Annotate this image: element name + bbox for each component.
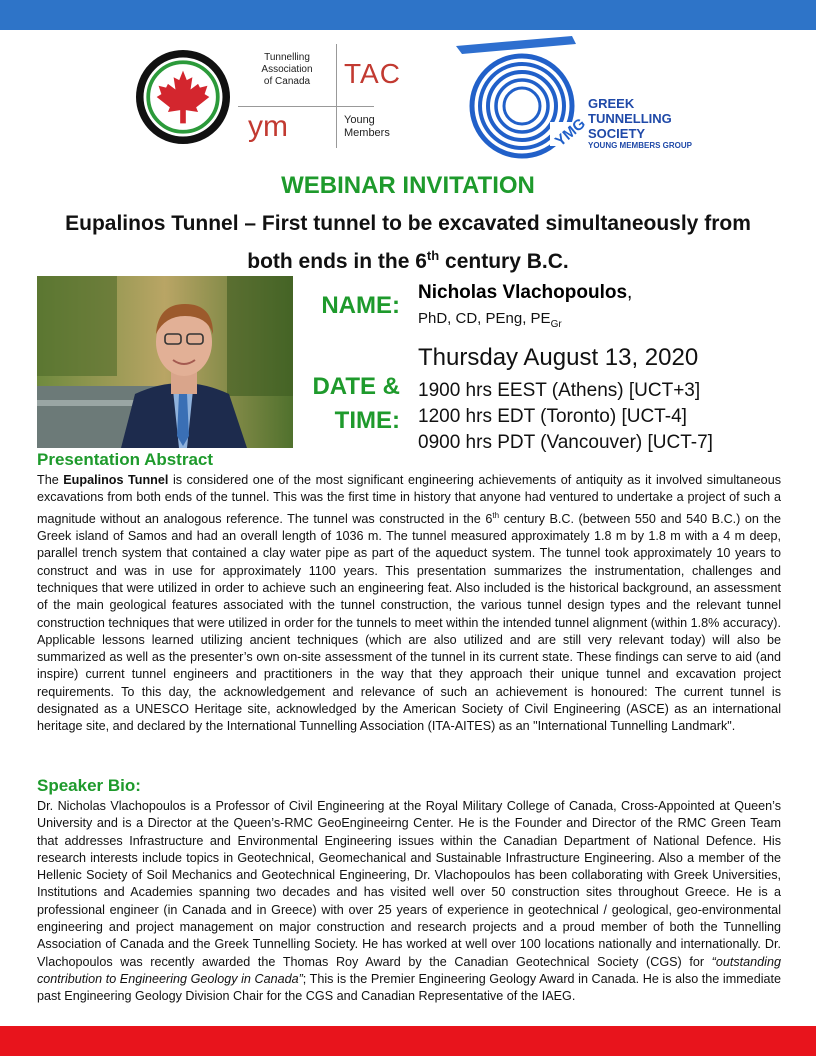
tac-org-line: Association [261, 64, 313, 75]
abstract-body [37, 472, 781, 736]
maple-leaf-roundel-icon [136, 50, 230, 144]
ymg-line: SOCIETY [588, 126, 646, 141]
tac-org-line: Tunnelling [264, 52, 310, 63]
speaker-photo [37, 276, 293, 448]
date-time-label [300, 370, 400, 438]
webinar-title: WEBINAR INVITATION [281, 172, 535, 199]
bio-body [37, 798, 781, 1006]
abstract-text: The [37, 473, 64, 487]
abstract-heading: Presentation Abstract [37, 450, 214, 469]
greek-tunnelling-society-ymg-logo [454, 36, 724, 162]
subtitle-text: both ends in the 6 [247, 250, 427, 273]
members-line: Members [344, 127, 390, 139]
webinar-subtitle [0, 208, 816, 278]
speaker-comma: , [627, 282, 633, 303]
tac-abbreviation: TAC [344, 58, 401, 89]
abstract-text: century B.C. (between 550 and 540 B.C.) on the Greek island of Samos and had an overall length of 1036 m. The tunnel measured approximately 1.8 m by 1.8 m with a 4 m deep, parallel trench system that contained a clay water pipe as part of the aqueduct system. The tunnel took approximately 10 years to construct and was in use for approximately 1100 years. This presentation summarizes the instrumentation, challenges and techniques that were utilized in order to achieve such an engineering feat. Also included is the historical background, an assessment of the main geological features associated with the tunnel construction, the various tunnel design types and the relevant tunnel construction techniques that were utilized in order for the tunnels to meet within the intended tunnel alignment (within 1.8% accuracy). Applicable lessons learned utilizing ancient techniques (which are also utilized and are still very relevant today) will also be summarized as well as the presenter’s own on-site assessment of the tunnel in its current state. These findings can serve to aid (and inspire) current tunnel engineers and practitioners in the way that they approach their unique tunnel and excavation project requirements. To this day, the acknowledgement and relevance of such an achievement is honoured: The current tunnel is designated as a UNESCO Heritage site, acknowledged by the American Society of Civil Engineering (ASCE) as an international heritage site, and declared by the International Tunnelling Association (ITA-AITES) as an "International Tunnelling Landmark". [37, 511, 782, 734]
abstract-bold-term: Eupalinos Tunnel [63, 473, 169, 487]
ymg-subtitle: YOUNG MEMBERS GROUP [588, 141, 693, 150]
speaker-credentials [418, 310, 562, 330]
subtitle-superscript: th [426, 248, 440, 263]
date-label-line: TIME: [334, 407, 400, 434]
bio-award-quote: “outstanding contribution to Engineering Geology in Canada” [37, 954, 781, 986]
bio-heading: Speaker Bio: [37, 776, 141, 795]
ymg-org-name [588, 96, 692, 151]
subtitle-line-1: Eupalinos Tunnel – First tunnel to be excavated simultaneously from [65, 212, 751, 235]
svg-text:YMG: YMG [551, 115, 589, 151]
speaker-name [418, 282, 632, 304]
logo-divider [238, 106, 374, 107]
speaker-name-text: Nicholas Vlachopoulos [418, 282, 628, 303]
ym-letters: ym [248, 110, 288, 143]
ymg-line: TUNNELLING [588, 111, 672, 126]
bio-text: ; This is the Premier Engineering Geology Award in Canada. He is also the immediate past Engineering Geology Division Chair for the CGS and Canadian Representative of the IAEG. [37, 971, 781, 1004]
ymg-ring-emblem-icon [454, 36, 594, 162]
bio-text: Dr. Nicholas Vlachopoulos is a Professor of Civil Engineering at the Royal Military College of Canada, Cross-Appointed at Queen’s University and is a Director at the Queen’s-RMC GeoEngineeirng Center. He is the Founder and Director of the RMC Green Team that addresses Infrastructure and Environmental Engineering issues within the Canadian Department of National Defence. His research interests include topics in Geotechnical, Geomechanical and Sustainable Infrastructure Engineering. Also a member of the Hellenic Society of Soil Mechanics and Geotechnical Engineering, Dr. Vlachopoulos has been collaborating with Greek Universities, Institutions and Academies spanning two decades and has visited well over 50 construction sites throughout Greece. He is a professional engineer (in Canada and in Greece) with over 25 years of experience in geotechnical / geological, geo-environmental engineering and project management on major construction and research projects and a proud member of both the Tunnelling Association of Canada and the Greek Tunnelling Society. He has worked at well over 100 locations nationally and internationally. Dr. Vlachopoulos was recently awarded the Thomas Roy Award by the Canadian Geotechnical Society (CGS) for [37, 799, 781, 969]
young-members-label [344, 114, 390, 140]
ymg-line: GREEK [588, 96, 635, 111]
webinar-date: Thursday August 13, 2020 [418, 344, 699, 371]
credentials-subscript: Gr [550, 319, 562, 330]
webinar-times [418, 378, 713, 456]
time-athens: 1900 hrs EEST (Athens) [UCT+3] [418, 380, 701, 401]
logo-divider [336, 44, 337, 148]
abstract-superscript: th [492, 510, 500, 520]
tac-org-line: of Canada [263, 76, 311, 87]
members-line: Young [344, 114, 375, 126]
subtitle-text: century B.C. [439, 250, 569, 273]
bottom-color-bar [0, 1026, 816, 1056]
name-label: NAME: [321, 292, 400, 319]
tac-young-members-logo [136, 44, 401, 152]
tac-org-name [242, 52, 332, 88]
time-vancouver: 0900 hrs PDT (Vancouver) [UCT-7] [418, 432, 713, 453]
abstract-text: is considered one of the most significant engineering achievements of antiquity as it involved simultaneous excavations from both ends of the tunnel. This was the first time in history that anyone had ventured to undertake a project of such a magnitude without an analogous reference. The tunnel was constructed in the 6 [37, 473, 781, 526]
credentials-text: PhD, CD, PEng, PE [418, 310, 551, 327]
top-color-bar [0, 0, 816, 30]
date-label-line: DATE & [312, 373, 400, 400]
time-toronto: 1200 hrs EDT (Toronto) [UCT-4] [418, 406, 687, 427]
subtitle-line-2 [0, 240, 816, 278]
